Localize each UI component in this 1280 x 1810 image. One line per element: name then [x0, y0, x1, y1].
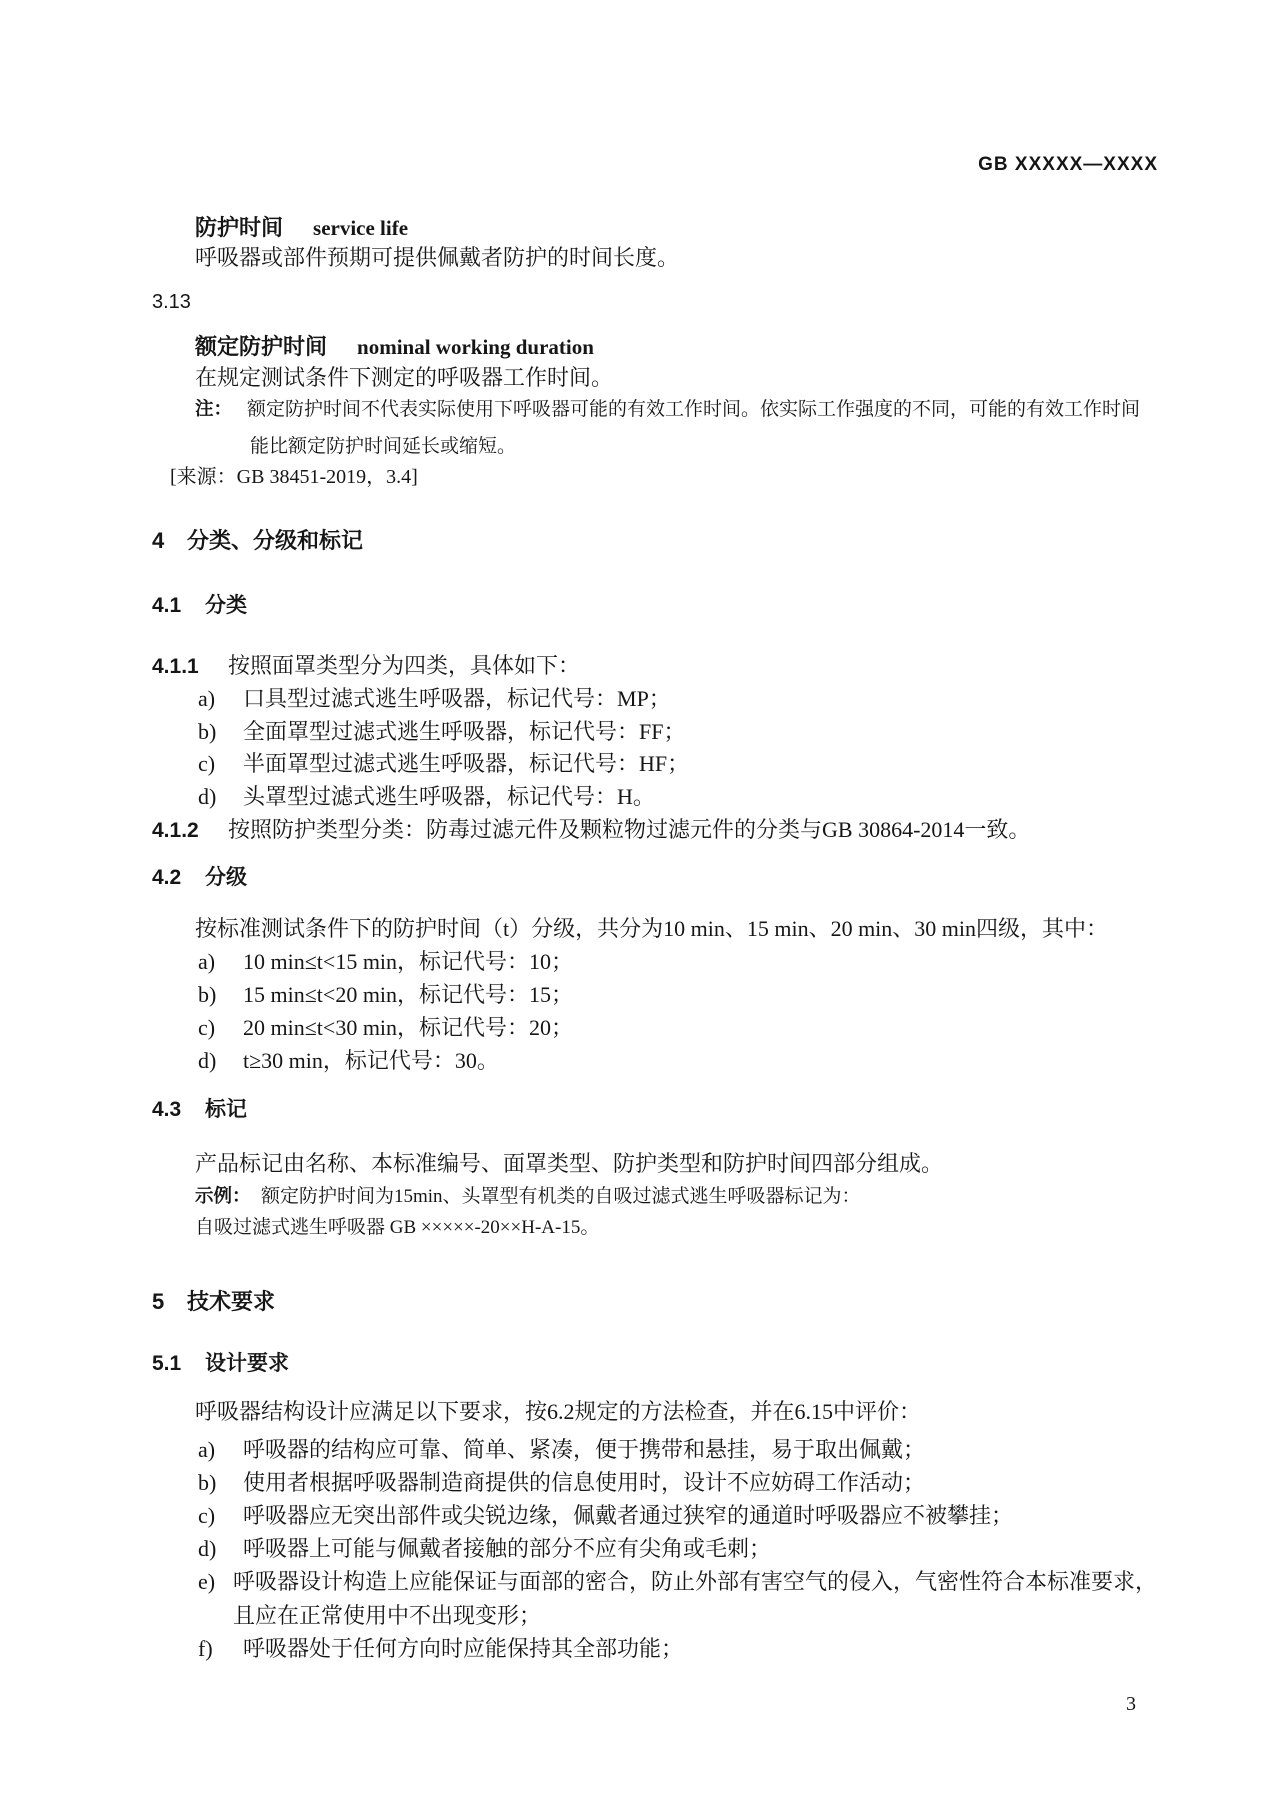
clause-4-1-1: [152, 652, 580, 680]
list-marker: e): [198, 1569, 216, 1594]
list-text: 呼吸器设计构造上应能保证与面部的密合，防止外部有害空气的侵入，气密性符合本标准要求，: [233, 1569, 1158, 1594]
term-heading-service-life: [195, 214, 408, 242]
section-heading-4-1: [152, 593, 247, 619]
example-line: [195, 1184, 861, 1209]
clause-number-3-13: 3.13: [152, 291, 191, 313]
note-label: 注：: [195, 398, 233, 419]
list-item: [198, 1568, 1157, 1596]
example-marking: 自吸过滤式逃生呼吸器 GB ×××××-20××H-A-15。: [195, 1217, 600, 1238]
list-marker: c): [198, 1503, 216, 1528]
clause-text: 按照面罩类型分为四类，具体如下：: [228, 653, 581, 678]
list-text: 呼吸器应无突出部件或尖锐边缘，佩戴者通过狭窄的通道时呼吸器应不被攀挂；: [243, 1503, 1014, 1528]
list-item: [198, 1047, 499, 1075]
list-item: [198, 685, 671, 713]
section-heading-5-1: [152, 1351, 289, 1377]
list-marker: a): [198, 686, 216, 711]
list-text: 20 min≤t<30 min，标记代号：20；: [243, 1015, 574, 1040]
list-marker: a): [198, 949, 216, 974]
clause-text: 按照防护类型分类：防毒过滤元件及颗粒物过滤元件的分类与GB 30864-2014一致。: [228, 817, 1031, 842]
list-marker: c): [198, 1015, 216, 1040]
section-title: 分类: [205, 594, 247, 617]
clause-number: 4.1.1: [152, 655, 199, 678]
section-number: 5.1: [152, 1352, 182, 1375]
list-text: 口具型过滤式逃生呼吸器，标记代号：MP；: [243, 686, 671, 711]
example-text: 额定防护时间为15min、头罩型有机类的自吸过滤式逃生呼吸器标记为：: [261, 1186, 861, 1207]
list-item: [198, 1502, 1013, 1530]
section-number: 4.2: [152, 866, 182, 889]
section-title: 标记: [205, 1098, 247, 1121]
list-item: [198, 1635, 683, 1663]
note-line-2: 能比额定防护时间延长或缩短。: [250, 436, 517, 457]
section-title: 设计要求: [205, 1352, 289, 1375]
chapter-number: 5: [152, 1289, 165, 1314]
term-zh: 额定防护时间: [195, 334, 328, 359]
chapter-title: 分类、分级和标记: [187, 528, 364, 553]
list-item: [198, 718, 685, 746]
paragraph: 产品标记由名称、本标准编号、面罩类型、防护类型和防护时间四部分组成。: [195, 1151, 944, 1176]
list-item: [198, 981, 573, 1009]
section-title: 分级: [205, 866, 247, 889]
list-marker: a): [198, 1437, 216, 1462]
section-heading-4-3: [152, 1097, 247, 1123]
page-number: 3: [1126, 1693, 1136, 1715]
section-number: 4.3: [152, 1098, 182, 1121]
list-text: 使用者根据呼吸器制造商提供的信息使用时，设计不应妨碍工作活动；: [243, 1470, 926, 1495]
list-marker: f): [198, 1636, 213, 1661]
paragraph: 呼吸器结构设计应满足以下要求，按6.2规定的方法检查，并在6.15中评价：: [195, 1399, 922, 1424]
section-number: 4.1: [152, 594, 182, 617]
list-item: [198, 750, 689, 778]
paragraph: 按标准测试条件下的防护时间（t）分级，共分为10 min、15 min、20 min、30 min四级，其中：: [195, 916, 1109, 941]
term-zh: 防护时间: [195, 215, 284, 240]
list-text: 呼吸器的结构应可靠、简单、紧凑，便于携带和悬挂，易于取出佩戴；: [243, 1437, 926, 1462]
clause-number: 4.1.2: [152, 819, 199, 842]
chapter-heading-4: [152, 527, 363, 555]
term-en: nominal working duration: [357, 335, 594, 359]
term-definition: 在规定测试条件下测定的呼吸器工作时间。: [195, 365, 614, 390]
list-marker: d): [198, 784, 217, 809]
list-text-continuation: 且应在正常使用中不出现变形；: [233, 1603, 542, 1628]
list-text: 呼吸器上可能与佩戴者接触的部分不应有尖角或毛刺；: [243, 1536, 772, 1561]
chapter-heading-5: [152, 1288, 275, 1316]
list-item: [198, 1436, 925, 1464]
header-standard-number: GB XXXXX—XXXX: [978, 154, 1158, 175]
note-text: 额定防护时间不代表实际使用下呼吸器可能的有效工作时间。依实际工作强度的不同，可能的有效工作时间: [247, 399, 1141, 420]
section-heading-4-2: [152, 865, 247, 891]
list-item: [198, 1469, 925, 1497]
list-item: [198, 948, 573, 976]
term-heading-nominal-working-duration: [195, 333, 594, 361]
chapter-number: 4: [152, 528, 165, 553]
chapter-title: 技术要求: [187, 1289, 276, 1314]
source-reference: [来源：GB 38451-2019，3.4]: [170, 466, 418, 488]
list-item: [198, 1014, 573, 1042]
list-item: [198, 783, 655, 811]
list-text: 10 min≤t<15 min，标记代号：10；: [243, 949, 574, 974]
list-marker: c): [198, 751, 216, 776]
list-text: 呼吸器处于任何方向时应能保持其全部功能；: [243, 1636, 684, 1661]
note-line-1: [195, 397, 1140, 422]
term-en: service life: [313, 216, 409, 240]
list-marker: b): [198, 982, 217, 1007]
list-text: t≥30 min，标记代号：30。: [243, 1048, 499, 1073]
list-text: 15 min≤t<20 min，标记代号：15；: [243, 982, 574, 1007]
list-text: 头罩型过滤式逃生呼吸器，标记代号：H。: [243, 784, 655, 809]
list-marker: b): [198, 719, 217, 744]
list-text: 半面罩型过滤式逃生呼吸器，标记代号：HF；: [243, 751, 690, 776]
list-item: [198, 1535, 771, 1563]
list-text: 全面罩型过滤式逃生呼吸器，标记代号：FF；: [243, 719, 686, 744]
example-label: 示例：: [195, 1185, 251, 1206]
clause-4-1-2: [152, 816, 1030, 844]
list-marker: d): [198, 1048, 217, 1073]
term-definition: 呼吸器或部件预期可提供佩戴者防护的时间长度。: [195, 245, 680, 270]
list-marker: d): [198, 1536, 217, 1561]
list-marker: b): [198, 1470, 217, 1495]
